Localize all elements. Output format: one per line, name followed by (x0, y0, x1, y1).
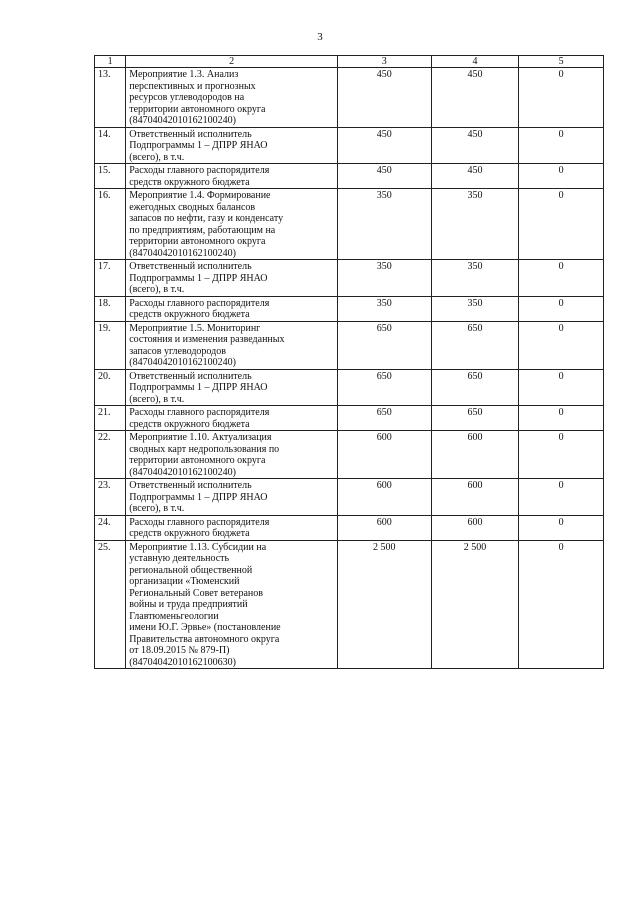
table-row (95, 321, 604, 369)
row-value-col3-cell: 2 500 (337, 540, 431, 669)
header-col-1: 1 (95, 56, 126, 68)
row-value-col4-cell: 2 500 (431, 540, 519, 669)
row-description-cell: Мероприятие 1.4. Формирование ежегодных сводных балансов запасов по нефти, газу и конденсату по предприятиям, работающим на территории автономного округа (84704042010162100240) (126, 189, 338, 260)
page-number: 3 (317, 31, 323, 43)
row-value-col5-cell: 0 (519, 431, 604, 479)
header-col-2: 2 (126, 56, 338, 68)
table-row (95, 369, 604, 406)
table-row (95, 296, 604, 321)
row-value-col3-cell: 350 (337, 189, 431, 260)
row-value-col4-cell: 650 (431, 321, 519, 369)
row-value-col4-cell: 450 (431, 68, 519, 128)
row-description-cell: Расходы главного распорядителя средств окружного бюджета (126, 406, 338, 431)
table-row (95, 479, 604, 516)
row-value-col3-cell: 350 (337, 296, 431, 321)
table-row (95, 260, 604, 297)
row-value-col5-cell: 0 (519, 369, 604, 406)
row-value-col4-cell: 450 (431, 127, 519, 164)
table-header-row (95, 56, 604, 68)
row-value-col3-cell: 650 (337, 321, 431, 369)
row-value-col5-cell: 0 (519, 321, 604, 369)
row-value-col4-cell: 350 (431, 260, 519, 297)
row-number-cell: 16. (95, 189, 126, 260)
row-description-cell: Расходы главного распорядителя средств окружного бюджета (126, 164, 338, 189)
row-number-cell: 24. (95, 515, 126, 540)
row-value-col5-cell: 0 (519, 406, 604, 431)
row-value-col4-cell: 600 (431, 431, 519, 479)
row-number-cell: 14. (95, 127, 126, 164)
row-value-col3-cell: 650 (337, 369, 431, 406)
row-value-col3-cell: 600 (337, 479, 431, 516)
row-description-cell: Расходы главного распорядителя средств окружного бюджета (126, 515, 338, 540)
row-value-col4-cell: 650 (431, 369, 519, 406)
row-value-col4-cell: 650 (431, 406, 519, 431)
row-number-cell: 17. (95, 260, 126, 297)
row-description-cell: Мероприятие 1.3. Анализ перспективных и прогнозных ресурсов углеводородов на территории автономного округа (84704042010162100240) (126, 68, 338, 128)
table-row (95, 127, 604, 164)
header-col-5: 5 (519, 56, 604, 68)
row-description-cell: Ответственный исполнитель Подпрограммы 1 – ДПРР ЯНАО (всего), в т.ч. (126, 369, 338, 406)
header-col-4: 4 (431, 56, 519, 68)
row-value-col3-cell: 450 (337, 127, 431, 164)
row-value-col5-cell: 0 (519, 164, 604, 189)
row-description-cell: Ответственный исполнитель Подпрограммы 1 – ДПРР ЯНАО (всего), в т.ч. (126, 127, 338, 164)
row-value-col4-cell: 350 (431, 189, 519, 260)
row-description-cell: Ответственный исполнитель Подпрограммы 1 – ДПРР ЯНАО (всего), в т.ч. (126, 479, 338, 516)
row-value-col3-cell: 450 (337, 68, 431, 128)
row-value-col4-cell: 600 (431, 515, 519, 540)
row-description-cell: Ответственный исполнитель Подпрограммы 1 – ДПРР ЯНАО (всего), в т.ч. (126, 260, 338, 297)
row-value-col5-cell: 0 (519, 260, 604, 297)
row-value-col4-cell: 350 (431, 296, 519, 321)
row-number-cell: 13. (95, 68, 126, 128)
row-value-col5-cell: 0 (519, 127, 604, 164)
row-description-cell: Расходы главного распорядителя средств окружного бюджета (126, 296, 338, 321)
row-value-col5-cell: 0 (519, 296, 604, 321)
table-row (95, 406, 604, 431)
row-description-cell: Мероприятие 1.5. Мониторинг состояния и изменения разведанных запасов углеводородов (84704042010162100240) (126, 321, 338, 369)
row-value-col4-cell: 600 (431, 479, 519, 516)
row-value-col3-cell: 650 (337, 406, 431, 431)
row-value-col5-cell: 0 (519, 189, 604, 260)
row-number-cell: 19. (95, 321, 126, 369)
row-value-col3-cell: 450 (337, 164, 431, 189)
table-row (95, 189, 604, 260)
budget-table (94, 55, 604, 669)
row-description-cell: Мероприятие 1.10. Актуализация сводных карт недропользования по территории автономного округа (84704042010162100240) (126, 431, 338, 479)
row-value-col3-cell: 600 (337, 431, 431, 479)
row-number-cell: 18. (95, 296, 126, 321)
row-value-col5-cell: 0 (519, 540, 604, 669)
row-number-cell: 23. (95, 479, 126, 516)
row-value-col3-cell: 350 (337, 260, 431, 297)
row-value-col4-cell: 450 (431, 164, 519, 189)
row-value-col5-cell: 0 (519, 515, 604, 540)
row-number-cell: 22. (95, 431, 126, 479)
table-row (95, 68, 604, 128)
header-col-3: 3 (337, 56, 431, 68)
row-number-cell: 20. (95, 369, 126, 406)
row-number-cell: 15. (95, 164, 126, 189)
row-value-col5-cell: 0 (519, 68, 604, 128)
row-description-cell: Мероприятие 1.13. Субсидии на уставную деятельность региональной общественной организации «Тюменский Региональный Совет ветеранов войны и труда предприятий Главтюменьгеологии имени Ю.Г. Эрвье» (постановление Правительства автономного округа от 18.09.2015 № 879-П) (84704042010162100630) (126, 540, 338, 669)
row-number-cell: 25. (95, 540, 126, 669)
row-value-col3-cell: 600 (337, 515, 431, 540)
table-row (95, 540, 604, 669)
row-number-cell: 21. (95, 406, 126, 431)
table-row (95, 515, 604, 540)
table-row (95, 431, 604, 479)
table-row (95, 164, 604, 189)
row-value-col5-cell: 0 (519, 479, 604, 516)
